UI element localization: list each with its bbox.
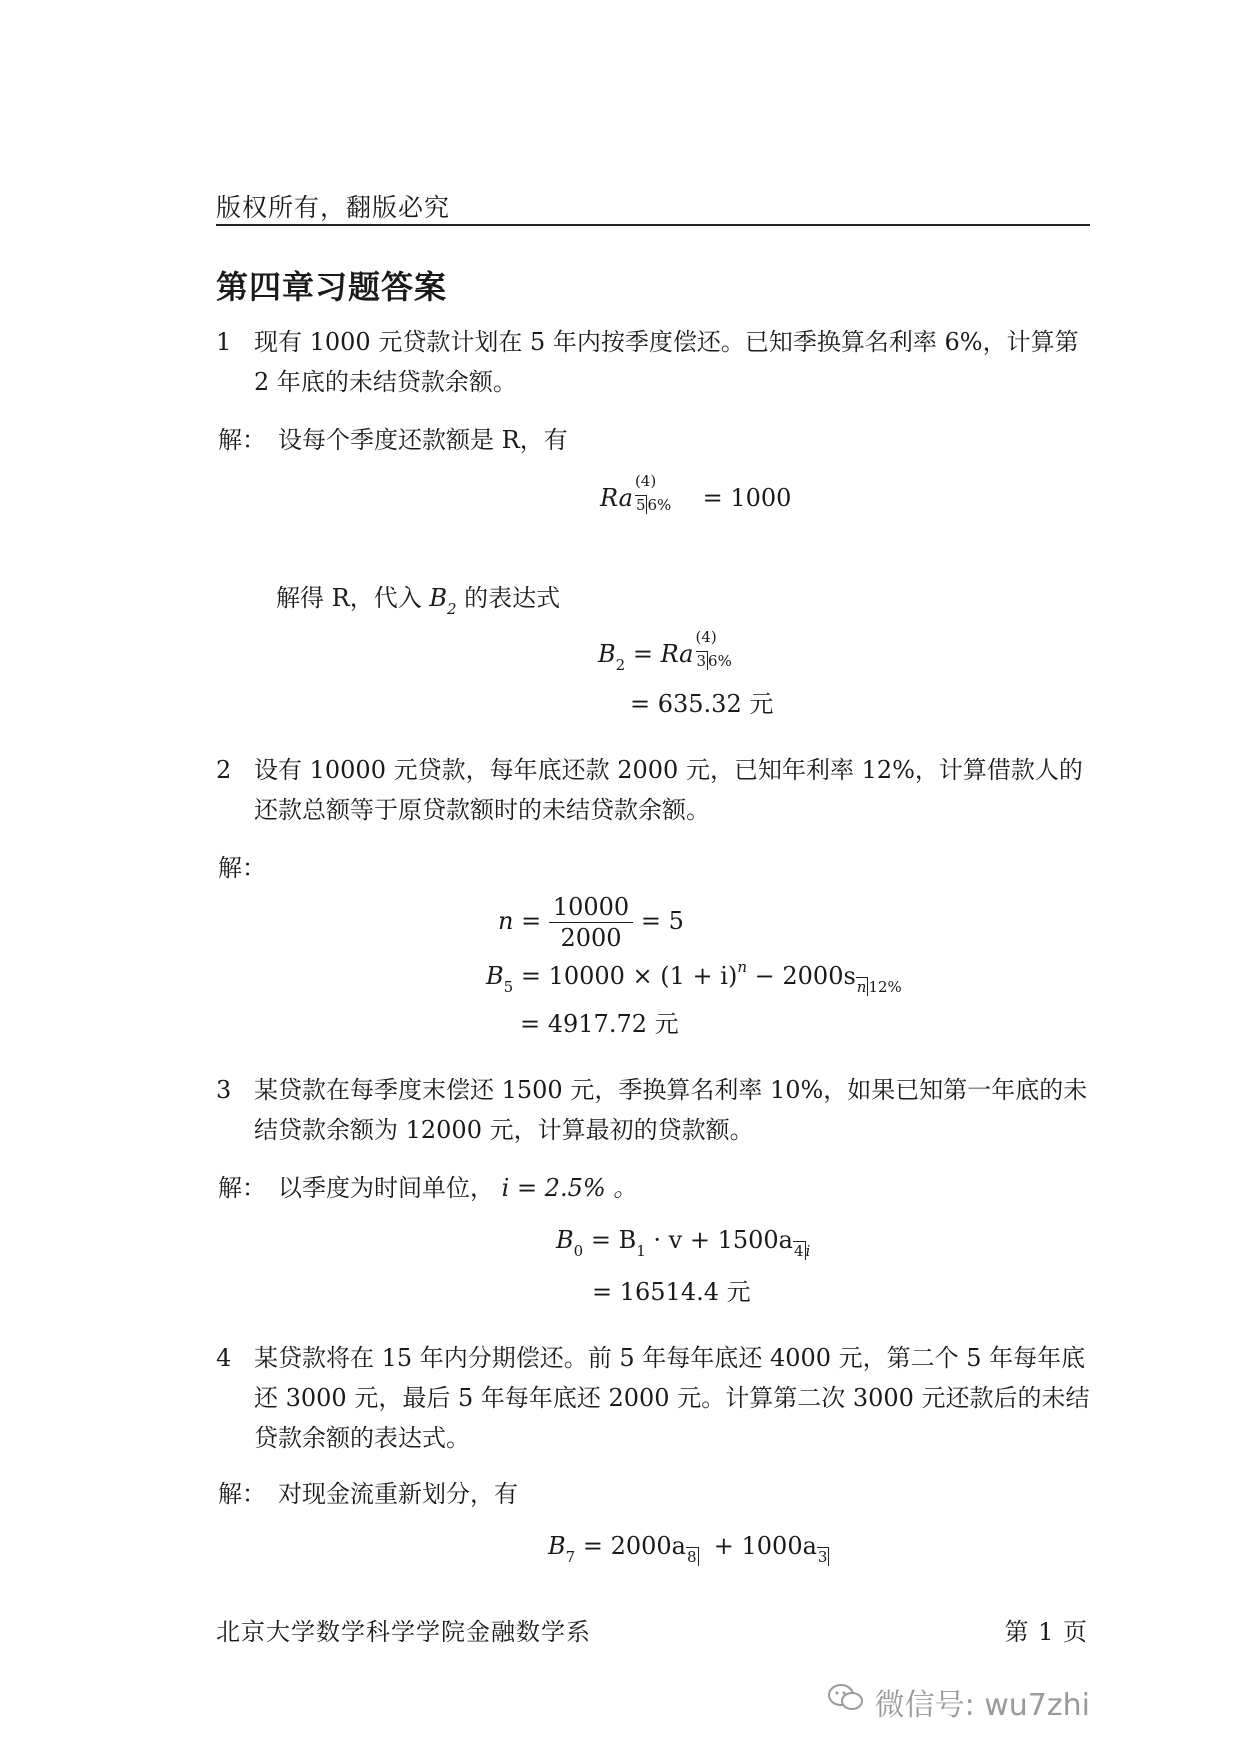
- solution-text: 设每个季度还款额是 R，有: [278, 426, 568, 454]
- equation-b2: $B_2 = Ra$ (4) 3 6%: [598, 628, 732, 674]
- solution-label: 解：: [218, 1480, 266, 1508]
- equation-rhs: = 5: [640, 907, 684, 935]
- equation-part: = 10000 × (1 + i): [520, 962, 738, 990]
- chapter-title: 第四章习题答案: [216, 268, 448, 306]
- page-number: 第 1 页: [1004, 1618, 1088, 1646]
- equation-rhs: = 1000: [702, 484, 792, 512]
- solution-text: 对现金流重新划分，有: [278, 1480, 518, 1508]
- wechat-icon: [827, 1682, 865, 1722]
- page-header: 版权所有，翻版必究: [216, 193, 451, 222]
- header-rule: [216, 224, 1090, 226]
- question-3: [216, 1070, 1090, 1150]
- footer-institution: 北京大学数学科学学院金融数学系: [216, 1618, 591, 1646]
- question-text: 某贷款将在 15 年内分期偿还。前 5 年每年底还 4000 元，第二个 5 年每年底还 3000 元，最后 5 年每年底还 2000 元。计算第二次 3000 元还款后的未结贷款余额的表达式。: [254, 1344, 1090, 1452]
- question-number: 2: [216, 756, 232, 784]
- equation-b0: $B_0 = B_1 \cdot v + 1500a_{4 i}$: [556, 1226, 811, 1260]
- equation-b5: $B_5 = 10000 \times (1 + i)^n - 2000s_{n 12\%}$: [486, 958, 902, 996]
- question-2: [216, 750, 1090, 830]
- question-number: 4: [216, 1344, 232, 1372]
- equation-b5-result: = 4917.72 元: [520, 1010, 679, 1038]
- solution-2-label: 解：: [218, 854, 266, 882]
- solution-text: 以季度为时间单位，: [278, 1174, 494, 1202]
- question-text: 某贷款在每季度末偿还 1500 元，季换算名利率 10%，如果已知第一年底的未结贷款余额为 12000 元，计算最初的贷款额。: [254, 1076, 1088, 1144]
- question-text: 设有 10000 元贷款，每年底还款 2000 元，已知年利率 12%，计算借款人的还款总额等于原贷款额时的未结贷款余额。: [254, 756, 1083, 824]
- question-4: [216, 1338, 1090, 1458]
- solution-3-intro: [218, 1168, 637, 1203]
- equation-1: Ra (4) 5 6% = 1000: [600, 472, 792, 514]
- equation-b0-result: = 16514.4 元: [592, 1278, 751, 1306]
- solution-label: 解：: [218, 426, 266, 454]
- equation-part: = B: [590, 1226, 637, 1254]
- solution-4-intro: [218, 1474, 518, 1509]
- equation-part: = 2000a: [582, 1532, 686, 1560]
- question-number: 1: [216, 328, 232, 356]
- question-1: [216, 322, 1090, 402]
- solution-text: 的表达式: [464, 584, 561, 612]
- rate-value: i = 2.5% 。: [501, 1174, 638, 1202]
- equation-part: · v + 1500a: [653, 1226, 793, 1254]
- watermark: [827, 1680, 1090, 1724]
- solution-1-middle: 解得 R，代入 $B_2$ 的表达式: [276, 584, 561, 618]
- solution-1-intro: [218, 420, 568, 455]
- solution-text: 解得 R，代入: [276, 584, 422, 612]
- equation-part: − 2000s: [754, 962, 856, 990]
- question-number: 3: [216, 1076, 232, 1104]
- equation-b2-result: = 635.32 元: [630, 690, 774, 718]
- fraction-numerator: 10000: [549, 892, 633, 923]
- equation-b7: $B_7 = 2000a_8 + 1000a_3$: [548, 1532, 828, 1566]
- fraction-denominator: 2000: [560, 924, 622, 952]
- solution-label: 解：: [218, 1174, 266, 1202]
- question-text: 现有 1000 元贷款计划在 5 年内按季度偿还。已知季换算名利率 6%，计算第 2 年底的未结贷款余额。: [254, 328, 1079, 396]
- equation-n: n = $\frac{10000}{2000}$ = 5: [498, 893, 684, 952]
- watermark-text: 微信号: wu7zhi: [874, 1688, 1090, 1723]
- equation-part: + 1000a: [713, 1532, 817, 1560]
